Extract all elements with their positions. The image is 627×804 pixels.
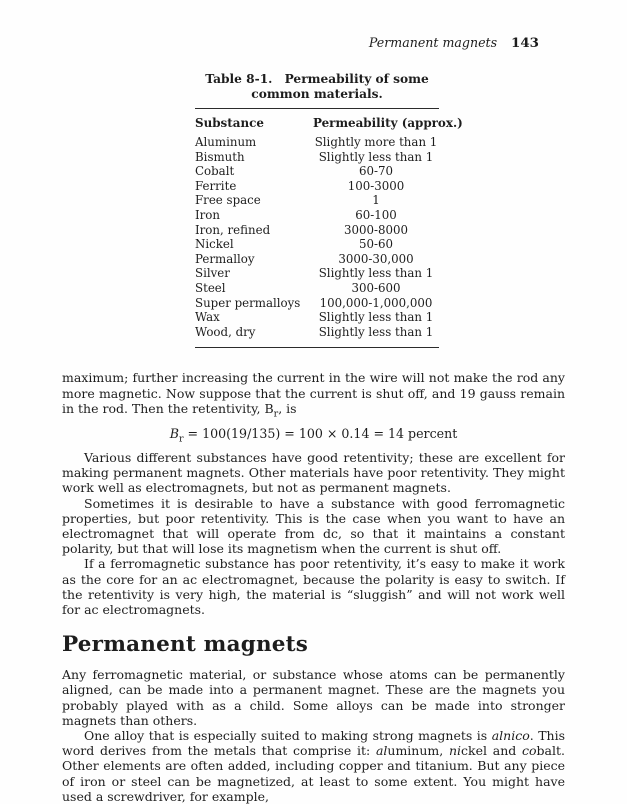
- table-row: [195, 179, 439, 194]
- permeability-cell: 60-100: [355, 207, 397, 222]
- paragraph-one-alloy: One alloy that is especially suited to making strong magnets is alnico. This word derives from the metals that comprise it: aluminum, nickel and cobalt. Other elements are often added, including copper and titanium. But any piece of iron or steel can be magnetized, at least to some extent. You might have used a screwdriver, for example,: [62, 727, 565, 804]
- permeability-cell: 3000-8000: [343, 222, 409, 237]
- permeability-cell: 50-60: [358, 237, 393, 252]
- substance-cell: Nickel: [195, 237, 234, 252]
- table-row: [195, 266, 439, 281]
- table-caption-line1: Table 8-1. Permeability of some: [205, 72, 429, 86]
- substance-cell: Steel: [195, 280, 226, 295]
- substance-cell: Super permalloys: [195, 295, 301, 310]
- table-row: [195, 135, 439, 150]
- permeability-cell: 300-600: [351, 280, 401, 295]
- table-row: [195, 223, 439, 238]
- substance-cell: Free space: [195, 193, 261, 208]
- table-bottom-rule: [195, 347, 439, 348]
- table-row: [195, 325, 439, 340]
- permeability-cell: 100-3000: [347, 178, 405, 193]
- table-header-row: [195, 109, 463, 135]
- substance-cell: Permalloy: [195, 251, 255, 266]
- permeability-cell: Slightly less than 1: [318, 149, 434, 164]
- table-row: [195, 208, 439, 223]
- substance-cell: Bismuth: [195, 149, 245, 164]
- substance-cell: Cobalt: [195, 164, 235, 179]
- paragraph-various-substances: Various different substances have good retentivity; these are excellent for making permanent magnets. Other materials have poor retentivity. They might work well as electromagnets, but not as permanent magnets.: [62, 449, 565, 496]
- retentivity-equation: $B_r = 100(19/135) = 100 \times 0.14 = 14$ percent: [169, 425, 458, 445]
- paragraph-retentivity: maximum; further increasing the current in the wire will not make the rod any more magnetic. Now suppose that the current is shut off, and 19 gauss remain in the rod. Then the retentivity, $B_r$, is: [62, 370, 565, 420]
- permeability-cell: Slightly more than 1: [314, 135, 438, 149]
- table-row: [195, 193, 439, 208]
- permeability-cell: Slightly less than 1: [318, 310, 434, 325]
- permeability-cell: 100,000-1,000,000: [319, 295, 433, 310]
- paragraph-poor-retentivity: If a ferromagnetic substance has poor retentivity, it’s easy to make it work as the core for an ac electromagnet, because the polarity is easy to switch. If the retentivity is very high, the material is “sluggish” and will not work well for ac electromagnets.: [62, 556, 565, 617]
- section-heading-permanent-magnets: Permanent magnets: [62, 632, 309, 658]
- running-head: [62, 36, 565, 50]
- table-row: [195, 296, 439, 311]
- table-body: [195, 135, 439, 339]
- running-head-title: Permanent magnets: [368, 35, 498, 50]
- substance-cell: Aluminum: [195, 135, 257, 149]
- substance-cell: Silver: [195, 266, 230, 281]
- substance-cell: Ferrite: [195, 178, 237, 193]
- page-number: 143: [511, 35, 539, 51]
- table-row: [195, 281, 439, 296]
- table-caption: [195, 72, 439, 102]
- table-row: [195, 252, 439, 267]
- permeability-cell: Slightly less than 1: [318, 266, 434, 281]
- permeability-cell: Slightly less than 1: [318, 324, 434, 339]
- body-text: [62, 370, 565, 804]
- table-row: [195, 310, 439, 325]
- permeability-cell: 1: [372, 193, 380, 208]
- paragraph-sometimes-desirable: Sometimes it is desirable to have a substance with good ferromagnetic properties, but poor retentivity. This is the case when you want to have an electromagnet that will operate from dc, so that it maintains a constant polarity, but that will lose its magnetism when the current is shut off.: [62, 495, 565, 557]
- substance-cell: Wood, dry: [195, 324, 256, 339]
- table-row: [195, 164, 439, 179]
- paragraph-any-ferromagnetic: Any ferromagnetic material, or substance whose atoms can be permanently aligned, can be made into a permanent magnet. These are the magnets you probably played with as a child. Some alloys can be made into stronger magnets than others.: [62, 667, 565, 728]
- substance-cell: Iron, refined: [195, 222, 271, 237]
- permeability-cell: 3000-30,000: [338, 251, 414, 266]
- table-row: [195, 237, 439, 252]
- column-header-substance: Substance: [195, 116, 264, 130]
- column-header-permeability: Permeability (approx.): [313, 116, 463, 130]
- substance-cell: Wax: [195, 310, 220, 325]
- table-caption-line2: common materials.: [251, 87, 383, 101]
- table-row: [195, 150, 439, 165]
- substance-cell: Iron: [195, 207, 220, 222]
- permeability-cell: 60-70: [358, 164, 393, 179]
- permeability-table: [195, 72, 463, 348]
